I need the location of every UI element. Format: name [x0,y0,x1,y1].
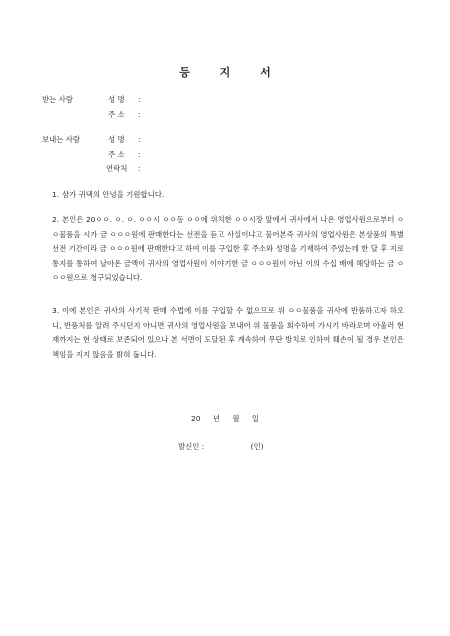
recipient-label: 받는 사람 [42,95,73,104]
paragraph-3 [52,304,404,362]
paragraph-2 [52,213,404,286]
date-year-unit: 년 [212,414,220,423]
paragraph-1 [52,188,404,203]
date-day-unit: 일 [251,414,259,423]
paragraph-number: 3. [52,306,60,315]
sender-contact-label: 연락처 [106,164,128,173]
paragraph-text: 이에 본인은 귀사의 사기적 판매 수법에 이를 구입할 수 없으므로 위 ㅇㅇ물품을 귀사에 반품하고자 하오니, 반품처를 알려 주시던지 아니면 귀사의 영업사원을 보내어 위 물품을 회수하여 가시기 바라오며 아울러 현재까지는 현 상태로 보존되어 있으나 본 서면이 도달된 후 계속하여 무단 방치로 인하여 훼손이 될 경우 본인은 책임을 지지 않음을 밝혀 둡니다. [52,306,404,359]
recipient-address-colon: : [138,110,141,119]
sender-address-label: 주 소 [108,150,125,159]
recipient-address-label: 주 소 [108,110,125,119]
sender-name-label: 성 명 [108,135,125,144]
recipient-name-label: 성 명 [108,95,125,104]
date-year: 20 [191,414,201,423]
paragraph-text: 본인은 20ㅇㅇ. ㅇ. ㅇ. ㅇㅇ시 ㅇㅇ동 ㅇㅇ에 위치한 ㅇㅇ시장 앞에서 귀사에서 나온 영업사원으로부터 ㅇㅇ물품을 시가 금 ㅇㅇㅇ원에 판매한다는 선전을 듣고 사실이냐고 물어본즉 귀사의 영업사원은 본상품의 특별선전 기간이라 금 ㅇㅇㅇ원에 판매한다고 하여 이를 구입한 후 주소와 성명을 기재하여 주었는데 한 달 후 지로통지를 통하여 날아온 금액이 귀사의 영업사원이 이야기한 금 ㅇㅇㅇ원이 아닌 이의 수십 배에 해당하는 금 ㅇㅇㅇ원으로 청구되었습니다. [52,215,404,283]
signature-label: 발신인 : [178,442,205,451]
sender-name-colon: : [138,135,141,144]
paragraph-number: 1. [52,190,60,199]
date-line [0,413,450,424]
seal-mark: (인) [250,442,264,451]
date-month-unit: 월 [232,414,240,423]
sender-label: 보내는 사람 [42,135,81,144]
paragraph-number: 2. [52,215,60,224]
sender-contact-colon: : [138,164,141,173]
signature-line [178,441,264,452]
paragraph-text: 삼가 귀댁의 안녕을 기원합니다. [62,190,165,199]
recipient-name-colon: : [138,95,141,104]
document-title: 등 지 서 [179,66,284,79]
sender-address-colon: : [138,150,141,159]
